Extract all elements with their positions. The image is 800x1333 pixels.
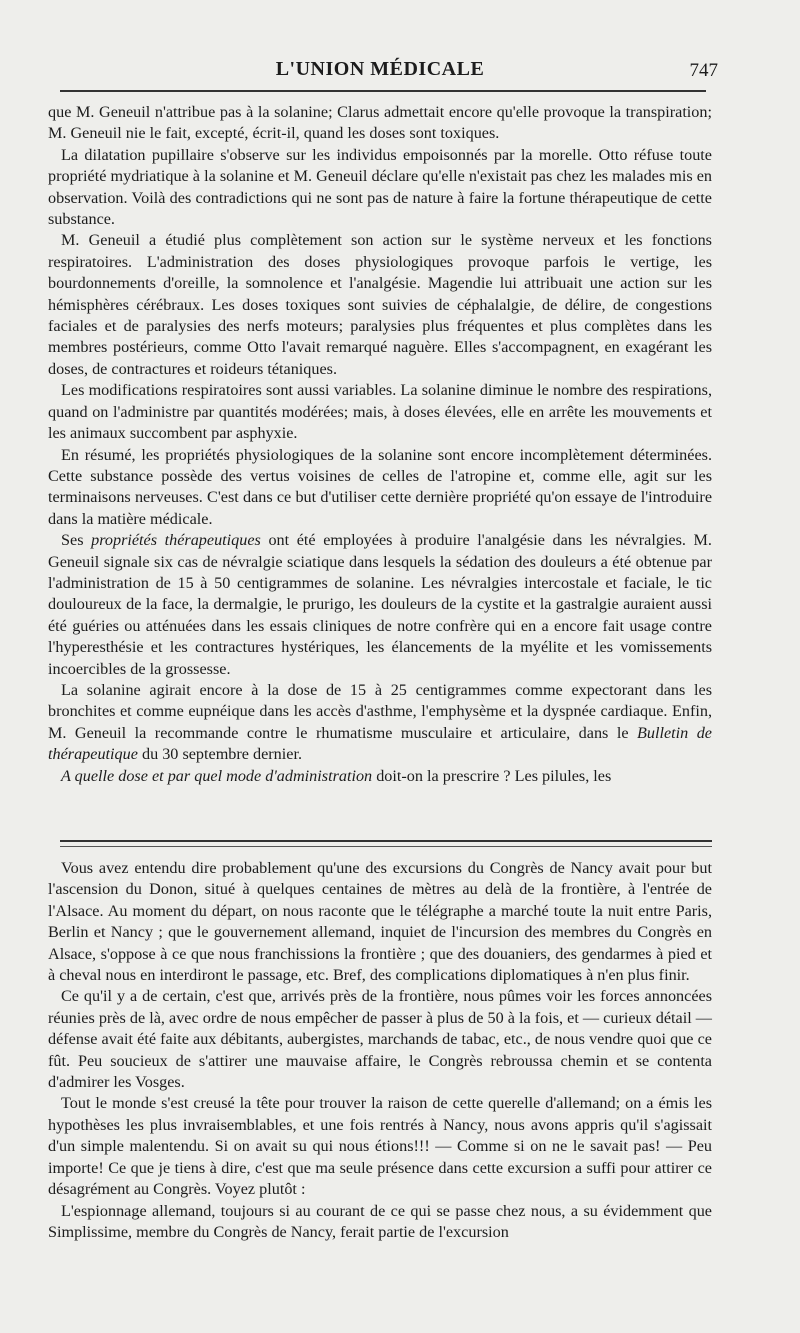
page-number: 747 bbox=[689, 60, 718, 81]
header-rule bbox=[60, 90, 706, 92]
paragraph-text: La solanine agirait encore à la dose de 15 à 25 centigrammes comme expectorant dans les bronchites et comme eupnéique dans les accès d'asthme, l'emphysème et la dyspnée cardiaque. Enfin, M. Geneuil la recommande contre le rhumatisme musculaire et articulaire, dans le bbox=[48, 680, 712, 742]
feuilleton-separator-thin bbox=[60, 846, 712, 847]
paragraph: Tout le monde s'est creusé la tête pour trouver la raison de cette querelle d'allemand; on a émis les hypothèses les plus invraisemblables, et une fois rentrés à Nancy, nous avons appris qu'il s'agissait d'un simple malentendu. Si on avait su qui nous étions!!! — Comme si on ne le savait pas! — Peu importe! Ce que je tiens à dire, c'est que ma seule présence dans cette excursion a suffi pour attirer ce désagrément au Congrès. Voyez plutôt : bbox=[48, 1094, 712, 1199]
paragraph: Les modifications respiratoires sont aussi variables. La solanine diminue le nombre des respirations, quand on l'administre par quantités modérées; mais, à doses élevées, elle en arrête les mouvements et les animaux succombent par asphyxie. bbox=[48, 381, 712, 443]
emphasis-text: propriétés thérapeutiques bbox=[91, 531, 261, 550]
feuilleton-column bbox=[48, 858, 712, 1243]
paragraph: En résumé, les propriétés physiologiques de la solanine sont encore incomplètement déterminées. Cette substance possède des vertus voisines de celles de l'atropine et, comme elle, agit sur les terminaisons nerveuses. C'est dans ce but d'utiliser cette dernière propriété qu'on essaye de l'introduire dans la matière médicale. bbox=[48, 445, 712, 528]
paragraph: M. Geneuil a étudié plus complètement son action sur le système nerveux et les fonctions respiratoires. L'administration des doses physiologiques provoque parfois le vertige, les bourdonnements d'oreille, la somnolence et l'analgésie. Magendie lui attribuait une action sur les hémisphères cérébraux. Les doses toxiques sont suivies de céphalalgie, de délire, de congestions faciales et de paralysies des nerfs moteurs; paralysies plus fréquentes et plus complètes dans les membres postérieurs, comme Otto l'avait remarqué naguère. Elles s'accompagnent, en exagérant les doses, de contractures et roideurs tétaniques. bbox=[48, 231, 712, 378]
paragraph: La dilatation pupillaire s'observe sur les individus empoisonnés par la morelle. Otto réfuse toute propriété mydriatique à la solanine et M. Geneuil déclare qu'elle n'existait pas chez les malades mis en observation. Voilà des contradictions qui ne sont pas de nature à faire la fortune thérapeutique de cette substance. bbox=[48, 145, 712, 229]
emphasis-text: Bulletin de thérapeutique bbox=[48, 723, 712, 764]
paragraph: Ce qu'il y a de certain, c'est que, arrivés près de la frontière, nous pûmes voir les forces annoncées réunies près de là, avec ordre de nous empêcher de passer à plus de 50 à la fois, et — curieux détail — défense avait été faite aux débitants, aubergistes, marchands de tabac, etc., de nous vendre quoi que ce fût. Peu soucieux de s'attirer une mauvaise affaire, le Congrès rebroussa chemin et se contenta d'admirer les Vosges. bbox=[48, 987, 712, 1092]
paragraph: L'espionnage allemand, toujours si au courant de ce qui se passe chez nous, a su évidemment que Simplissime, membre du Congrès de Nancy, ferait partie de l'excursion bbox=[48, 1201, 712, 1241]
paragraph-text: ont été employées à produire l'analgésie dans les névralgies. M. Geneuil signale six cas de névralgie sciatique dans lesquels la sédation des douleurs a été obtenue par l'administration de 15 à 50 centigrammes de solanine. Les névralgies intercostale et faciale, le tic douloureux de la face, la dermalgie, le prurigo, les douleurs de la cystite et la gastralgie auraient aussi été guéries ou atténuées dans les essais cliniques de notre confrère qui en a encore fait usage contre l'hyperesthésie et les contractures hystériques, les élancements de la myélite et les vomissements incoercibles de la grossesse. bbox=[48, 531, 712, 678]
running-title: L'UNION MÉDICALE bbox=[275, 58, 485, 80]
paragraph bbox=[48, 766, 712, 787]
page-header bbox=[48, 58, 718, 86]
article-column bbox=[48, 102, 712, 787]
paragraph-text: Ses bbox=[61, 531, 92, 550]
feuilleton-separator bbox=[60, 840, 712, 842]
paragraph bbox=[48, 680, 712, 766]
paragraph: Vous avez entendu dire probablement qu'une des excursions du Congrès de Nancy avait pour but l'ascension du Donon, situé à quelques centaines de mètres au delà de la frontière, à l'entrée de l'Alsace. Au moment du départ, on nous raconte que le télégraphe a marché toute la nuit entre Paris, Berlin et Nancy ; que le gouvernement allemand, inquiet de l'incursion des membres du Congrès en Alsace, s'oppose à ce que nous franchissions la frontière ; que des douaniers, des gendarmes à pied et à cheval nous en interdiront le passage, etc. Bref, des complications diplomatiques à n'en plus finir. bbox=[48, 859, 712, 985]
paragraph-text: doit-on la prescrire ? Les pilules, les bbox=[372, 766, 612, 785]
paragraph-text: du 30 septembre dernier. bbox=[137, 745, 302, 764]
paragraph: que M. Geneuil n'attribue pas à la solanine; Clarus admettait encore qu'elle provoque la transpiration; M. Geneuil nie le fait, excepté, écrit-il, quand les doses sont toxiques. bbox=[48, 103, 712, 143]
emphasis-text: A quelle dose et par quel mode d'administration bbox=[61, 766, 373, 785]
paragraph bbox=[48, 530, 712, 680]
